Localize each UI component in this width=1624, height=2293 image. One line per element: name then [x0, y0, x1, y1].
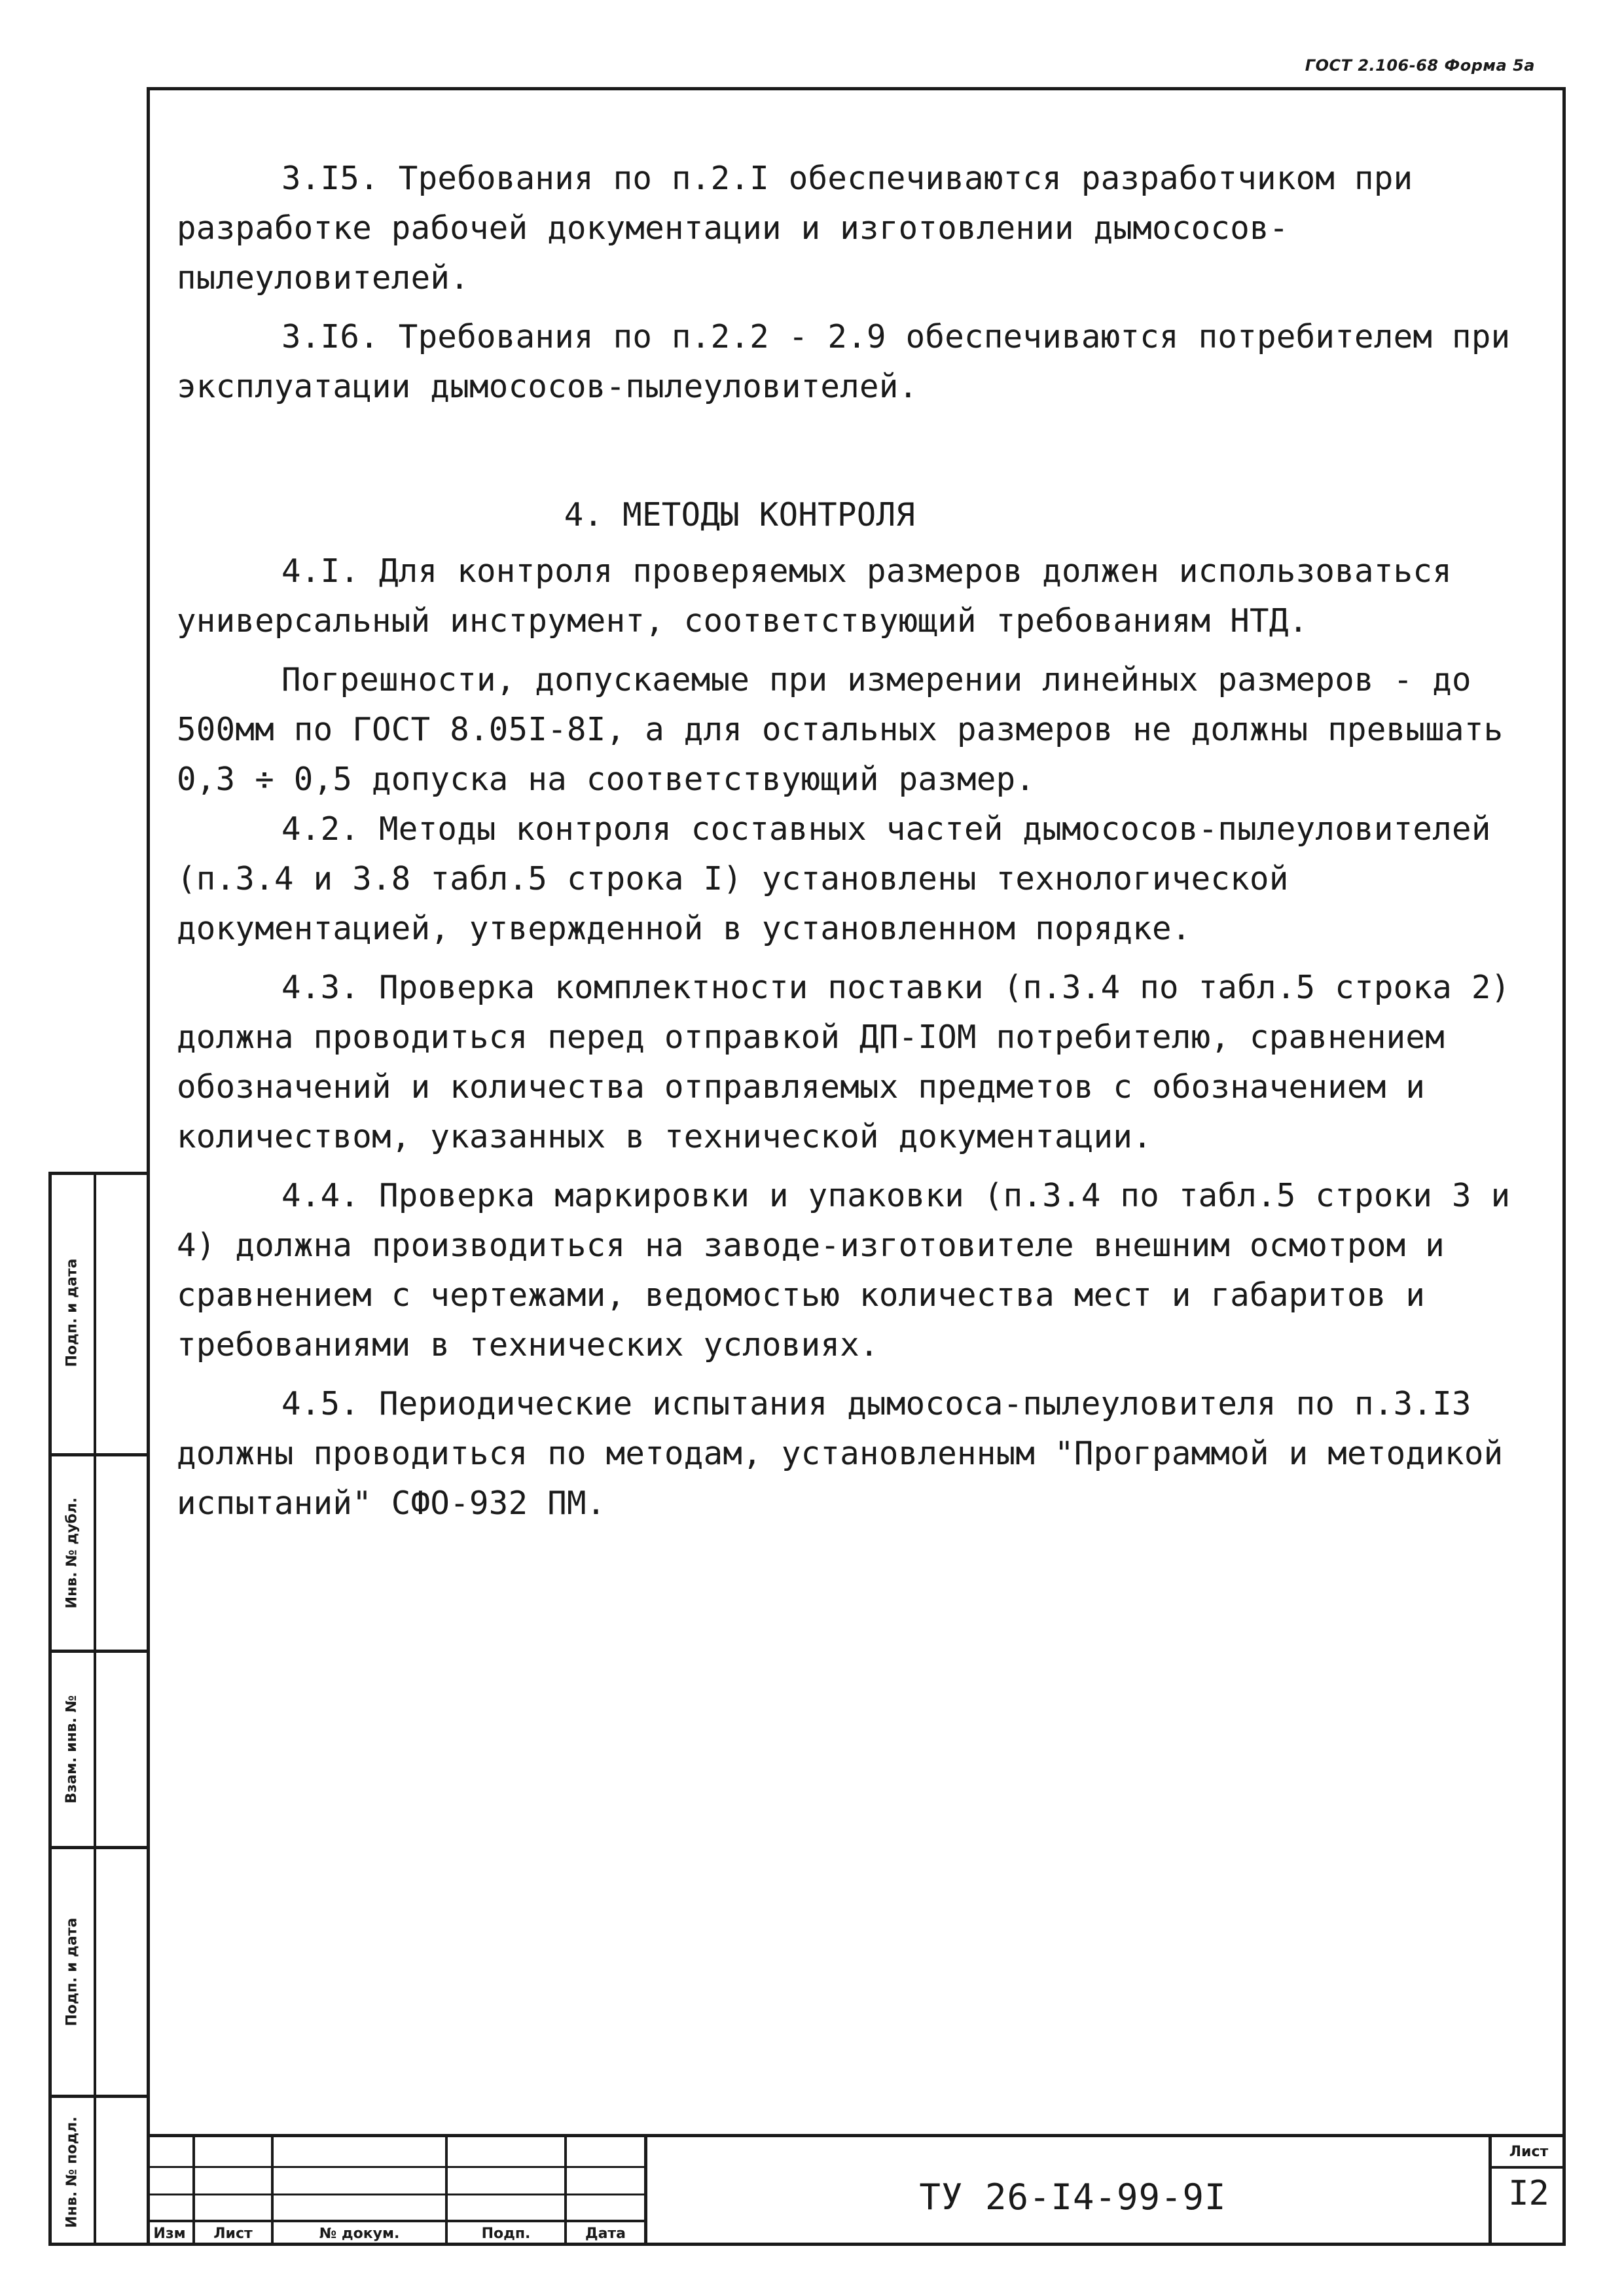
document-body — [177, 154, 1551, 1528]
sheet-label: Лист — [1492, 2137, 1566, 2169]
margin-label-podp-top: Подп. и дата — [63, 1258, 81, 1367]
title-block — [147, 2134, 1566, 2246]
paragraph-4-4: 4.4. Проверка маркировки и упаковки (п.3.4 по табл.5 строки 3 и 4) должна производиться на заводе-изготовителе внешним осмотром и сравнением с чертежами, ведомостью количества мест и габаритов и требованиями в технических условиях. — [177, 1177, 1511, 1363]
header-date: Дата — [585, 2225, 626, 2242]
header-list: Лист — [213, 2225, 253, 2242]
margin-cell-podp-bottom — [52, 1846, 147, 2095]
sheet-number: I2 — [1508, 2174, 1549, 2213]
margin-label-inv-podl: Инв. № подл. — [63, 2116, 81, 2228]
paragraph-4-5: 4.5. Периодические испытания дымососа-пылеуловителя по п.3.I3 должны проводиться по методам, установленным "Программой и методикой испытаний" СФО-932 ПМ. — [177, 1385, 1504, 1522]
paragraph-errors: Погрешности, допускаемые при измерении линейных размеров - до 500мм по ГОСТ 8.05I-8I, а для остальных размеров не должны превышать 0,3 ÷ 0,5 допуска на соответствующий размер. — [177, 661, 1504, 798]
revision-grid — [147, 2137, 644, 2246]
margin-cell-podp-top — [52, 1172, 147, 1453]
margin-cell-inv-podl — [52, 2095, 147, 2246]
paragraph-3-16: 3.I6. Требования по п.2.2 - 2.9 обеспечиваются потребителем при эксплуатации дымососов-пылеуловителей. — [177, 318, 1511, 405]
paragraph-4-3: 4.3. Проверка комплектности поставки (п.3.4 по табл.5 строка 2) должна проводиться перед отправкой ДП-IОМ потребителю, сравнением обозначений и количества отправляемых предметов с обозначением и количеством, указанных в технической документации. — [177, 969, 1511, 1155]
margin-label-podp-bottom: Подп. и дата — [63, 1917, 81, 2027]
paragraph-4-1: 4.I. Для контроля проверяемых размеров должен использоваться универсальный инструмент, соответствующий требованиям НТД. — [177, 552, 1453, 640]
margin-cell-vzam-inv — [52, 1650, 147, 1846]
paragraph-4-2: 4.2. Методы контроля составных частей дымососов-пылеуловителей (п.3.4 и 3.8 табл.5 строка I) установлены технологической документацией, утвержденной в установленном порядке. — [177, 810, 1491, 947]
section-heading: 4. МЕТОДЫ КОНТРОЛЯ — [564, 496, 916, 533]
margin-strip — [48, 1172, 147, 2246]
margin-label-inv-dubl: Инв. № дубл. — [63, 1497, 81, 1609]
header-signature: Подп. — [481, 2225, 531, 2242]
header-doc-number: № докум. — [319, 2225, 400, 2242]
form-label: ГОСТ 2.106-68 Форма 5а — [1305, 56, 1535, 75]
header-izm: Изм — [153, 2225, 186, 2242]
margin-cell-inv-dubl — [52, 1453, 147, 1650]
paragraph-3-15: 3.I5. Требования по п.2.I обеспечиваются разработчиком при разработке рабочей документации и изготовлении дымососов-пылеуловителей. — [177, 160, 1413, 297]
sheet-box — [1489, 2137, 1566, 2246]
document-code: ТУ 26-I4-99-9I — [919, 2176, 1227, 2218]
margin-label-vzam-inv: Взам. инв. № — [63, 1695, 81, 1804]
